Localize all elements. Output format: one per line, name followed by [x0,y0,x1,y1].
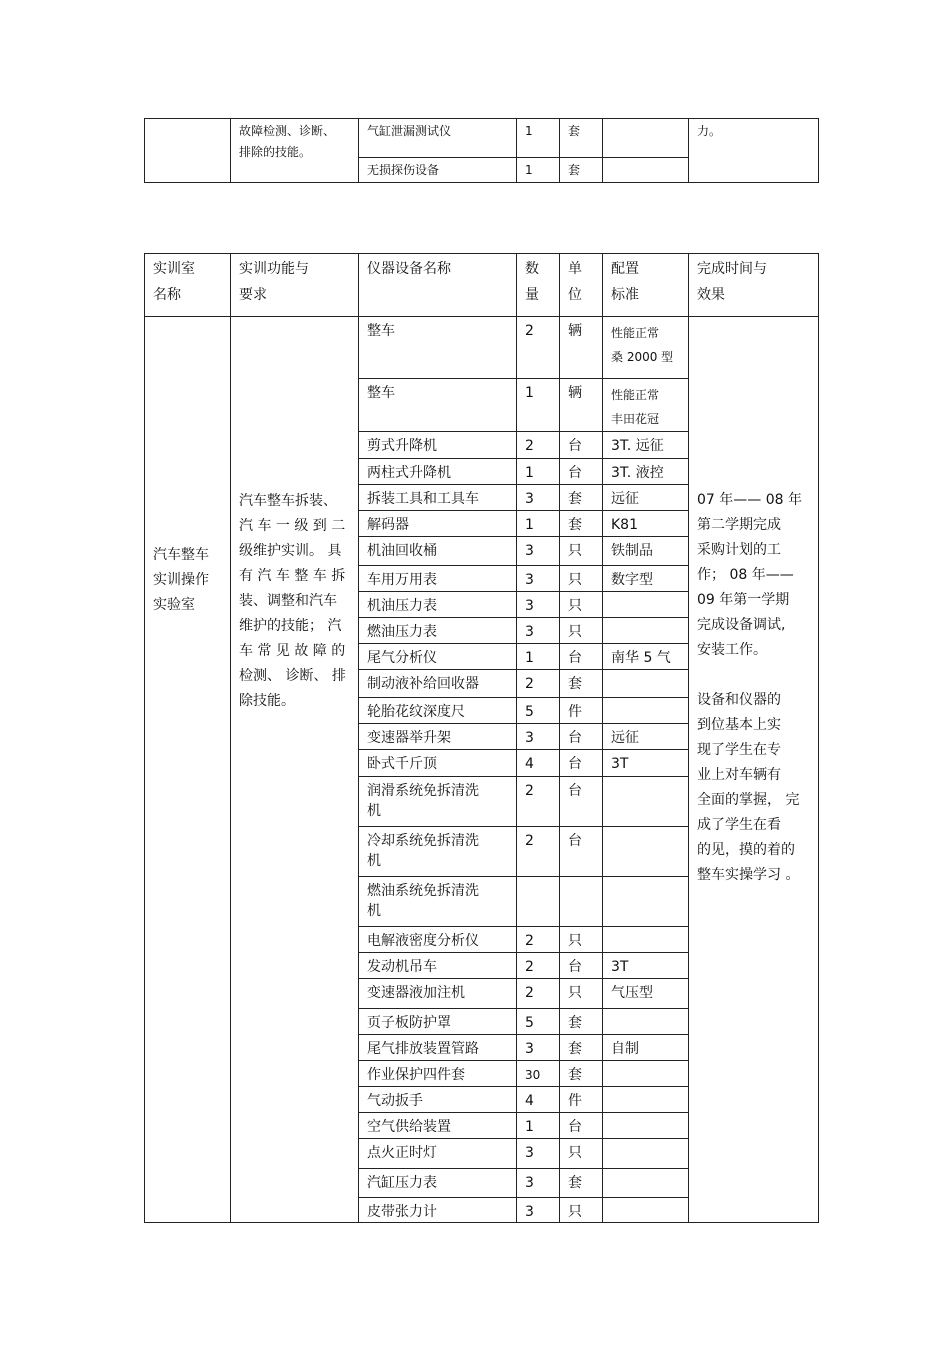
spec-cell [603,877,689,927]
unit-cell: 台 [560,777,603,827]
function-cell: 故障检测、诊断、 排除的技能。 [231,119,359,183]
unit-cell: 台 [560,459,603,485]
quantity-cell: 3 [517,618,560,644]
header-quantity: 数 量 [517,254,560,317]
equipment-name-cell: 作业保护四件套 [359,1061,517,1087]
equipment-name-cell: 点火正时灯 [359,1139,517,1169]
quantity-cell: 1 [517,119,560,158]
equipment-name-cell: 尾气分析仪 [359,644,517,670]
equipment-name-cell: 润滑系统免拆清洗 机 [359,777,517,827]
quantity-cell: 1 [517,379,560,432]
unit-cell: 只 [560,537,603,566]
unit-cell: 只 [560,927,603,953]
spec-cell: 3T [603,953,689,979]
equipment-name-cell: 机油回收桶 [359,537,517,566]
equipment-table [144,253,819,1223]
equipment-name-cell: 气缸泄漏测试仪 [359,119,517,158]
equipment-name-cell: 汽缸压力表 [359,1169,517,1198]
spec-cell [603,618,689,644]
spec-cell [603,1009,689,1035]
header-equipment-name: 仪器设备名称 [359,254,517,317]
spec-cell: 远征 [603,724,689,750]
unit-cell: 只 [560,1198,603,1223]
lab-name-cell: 汽车整车 实训操作 实验室 [145,317,231,1223]
quantity-cell: 3 [517,1198,560,1223]
quantity-cell: 2 [517,670,560,698]
header-unit: 单 位 [560,254,603,317]
spec-cell: 南华 5 气 [603,644,689,670]
quantity-cell: 1 [517,644,560,670]
quantity-cell: 2 [517,927,560,953]
spec-cell: 自制 [603,1035,689,1061]
unit-cell: 件 [560,698,603,724]
spec-cell [603,827,689,877]
equipment-name-cell: 机油压力表 [359,592,517,618]
effect-cell: 力。 [689,119,819,183]
unit-cell: 套 [560,1035,603,1061]
spec-cell [603,119,689,158]
header-function: 实训功能与 要求 [231,254,359,317]
function-cell: 汽车整车拆装、 汽 车 一 级 到 二 级维护实训。 具 有 汽 车 整 车 拆 装、调整和汽车 维护的技能； 汽 车 常 见 故 障 的 检测、 诊断、 排 除技能。 [231,317,359,1223]
header-spec: 配置 标准 [603,254,689,317]
quantity-cell: 4 [517,750,560,777]
equipment-name-cell: 电解液密度分析仪 [359,927,517,953]
equipment-name-cell: 无损探伤设备 [359,158,517,183]
quantity-cell: 2 [517,432,560,459]
unit-cell: 台 [560,432,603,459]
spec-cell [603,1169,689,1198]
unit-cell: 套 [560,511,603,537]
equipment-name-cell: 剪式升降机 [359,432,517,459]
spec-cell [603,1061,689,1087]
lab-name-cell [145,119,231,183]
quantity-cell: 3 [517,485,560,511]
table-row [145,317,819,379]
quantity-cell: 2 [517,777,560,827]
spec-cell: 气压型 [603,979,689,1009]
unit-cell: 套 [560,1009,603,1035]
equipment-name-cell: 整车 [359,317,517,379]
equipment-name-cell: 燃油系统免拆清洗 机 [359,877,517,927]
equipment-name-cell: 气动扳手 [359,1087,517,1113]
quantity-cell: 1 [517,1113,560,1139]
quantity-cell: 2 [517,979,560,1009]
equipment-name-cell: 车用万用表 [359,566,517,592]
equipment-name-cell: 皮带张力计 [359,1198,517,1223]
quantity-cell [517,877,560,927]
equipment-name-cell: 变速器液加注机 [359,979,517,1009]
equipment-name-cell: 发动机吊车 [359,953,517,979]
equipment-name-cell: 制动液补给回收器 [359,670,517,698]
unit-cell: 台 [560,827,603,877]
spec-cell [603,1087,689,1113]
unit-cell: 台 [560,750,603,777]
spec-cell: 远征 [603,485,689,511]
spec-cell [603,1139,689,1169]
spec-cell [603,927,689,953]
equipment-name-cell: 变速器举升架 [359,724,517,750]
quantity-cell: 2 [517,317,560,379]
unit-cell: 只 [560,979,603,1009]
spec-cell: 3T [603,750,689,777]
equipment-name-cell: 两柱式升降机 [359,459,517,485]
equipment-name-cell: 卧式千斤顶 [359,750,517,777]
quantity-cell: 3 [517,592,560,618]
spec-cell [603,158,689,183]
unit-cell: 套 [560,485,603,511]
spec-cell: 性能正常 丰田花冠 [603,379,689,432]
quantity-cell: 5 [517,698,560,724]
spec-cell: K81 [603,511,689,537]
spec-cell: 性能正常 桑 2000 型 [603,317,689,379]
header-effect: 完成时间与 效果 [689,254,819,317]
quantity-cell: 4 [517,1087,560,1113]
quantity-cell: 2 [517,953,560,979]
unit-cell: 套 [560,119,603,158]
unit-cell: 辆 [560,317,603,379]
spec-cell [603,670,689,698]
equipment-name-cell: 解码器 [359,511,517,537]
equipment-name-cell: 尾气排放装置管路 [359,1035,517,1061]
unit-cell: 台 [560,644,603,670]
unit-cell: 台 [560,953,603,979]
unit-cell: 只 [560,566,603,592]
quantity-cell: 3 [517,537,560,566]
unit-cell: 套 [560,670,603,698]
equipment-name-cell: 轮胎花纹深度尺 [359,698,517,724]
unit-cell [560,877,603,927]
table-row [145,119,819,158]
quantity-cell: 3 [517,566,560,592]
spec-cell [603,1198,689,1223]
quantity-cell: 3 [517,1169,560,1198]
spec-cell: 铁制品 [603,537,689,566]
unit-cell: 台 [560,724,603,750]
spec-cell [603,777,689,827]
equipment-name-cell: 页子板防护罩 [359,1009,517,1035]
spec-cell: 3T. 远征 [603,432,689,459]
unit-cell: 套 [560,158,603,183]
unit-cell: 只 [560,1139,603,1169]
effect-cell: 07 年—— 08 年 第二学期完成 采购计划的工 作； 08 年—— 09 年第一学期 完成设备调试, 安装工作。 设备和仪器的 到位基本上实 现了学生在专 业上对车辆有 全面的掌握， 完 成了学生在看 的见，摸的着的 整车实操学习 。 [689,317,819,1223]
unit-cell: 套 [560,1169,603,1198]
quantity-cell: 3 [517,724,560,750]
quantity-cell: 2 [517,827,560,877]
quantity-cell: 3 [517,1035,560,1061]
top-continuation-table [144,118,819,183]
spec-cell [603,698,689,724]
unit-cell: 只 [560,618,603,644]
unit-cell: 件 [560,1087,603,1113]
equipment-name-cell: 整车 [359,379,517,432]
unit-cell: 台 [560,1113,603,1139]
table-header-row [145,254,819,317]
quantity-cell: 1 [517,459,560,485]
quantity-cell: 1 [517,511,560,537]
header-lab-name: 实训室 名称 [145,254,231,317]
equipment-name-cell: 空气供给装置 [359,1113,517,1139]
equipment-name-cell: 冷却系统免拆清洗 机 [359,827,517,877]
quantity-cell: 5 [517,1009,560,1035]
spec-cell: 数字型 [603,566,689,592]
equipment-name-cell: 燃油压力表 [359,618,517,644]
spec-cell [603,1113,689,1139]
equipment-name-cell: 拆装工具和工具车 [359,485,517,511]
quantity-cell: 30 [517,1061,560,1087]
spec-cell [603,592,689,618]
unit-cell: 只 [560,592,603,618]
unit-cell: 套 [560,1061,603,1087]
spec-cell: 3T. 液控 [603,459,689,485]
quantity-cell: 1 [517,158,560,183]
unit-cell: 辆 [560,379,603,432]
quantity-cell: 3 [517,1139,560,1169]
